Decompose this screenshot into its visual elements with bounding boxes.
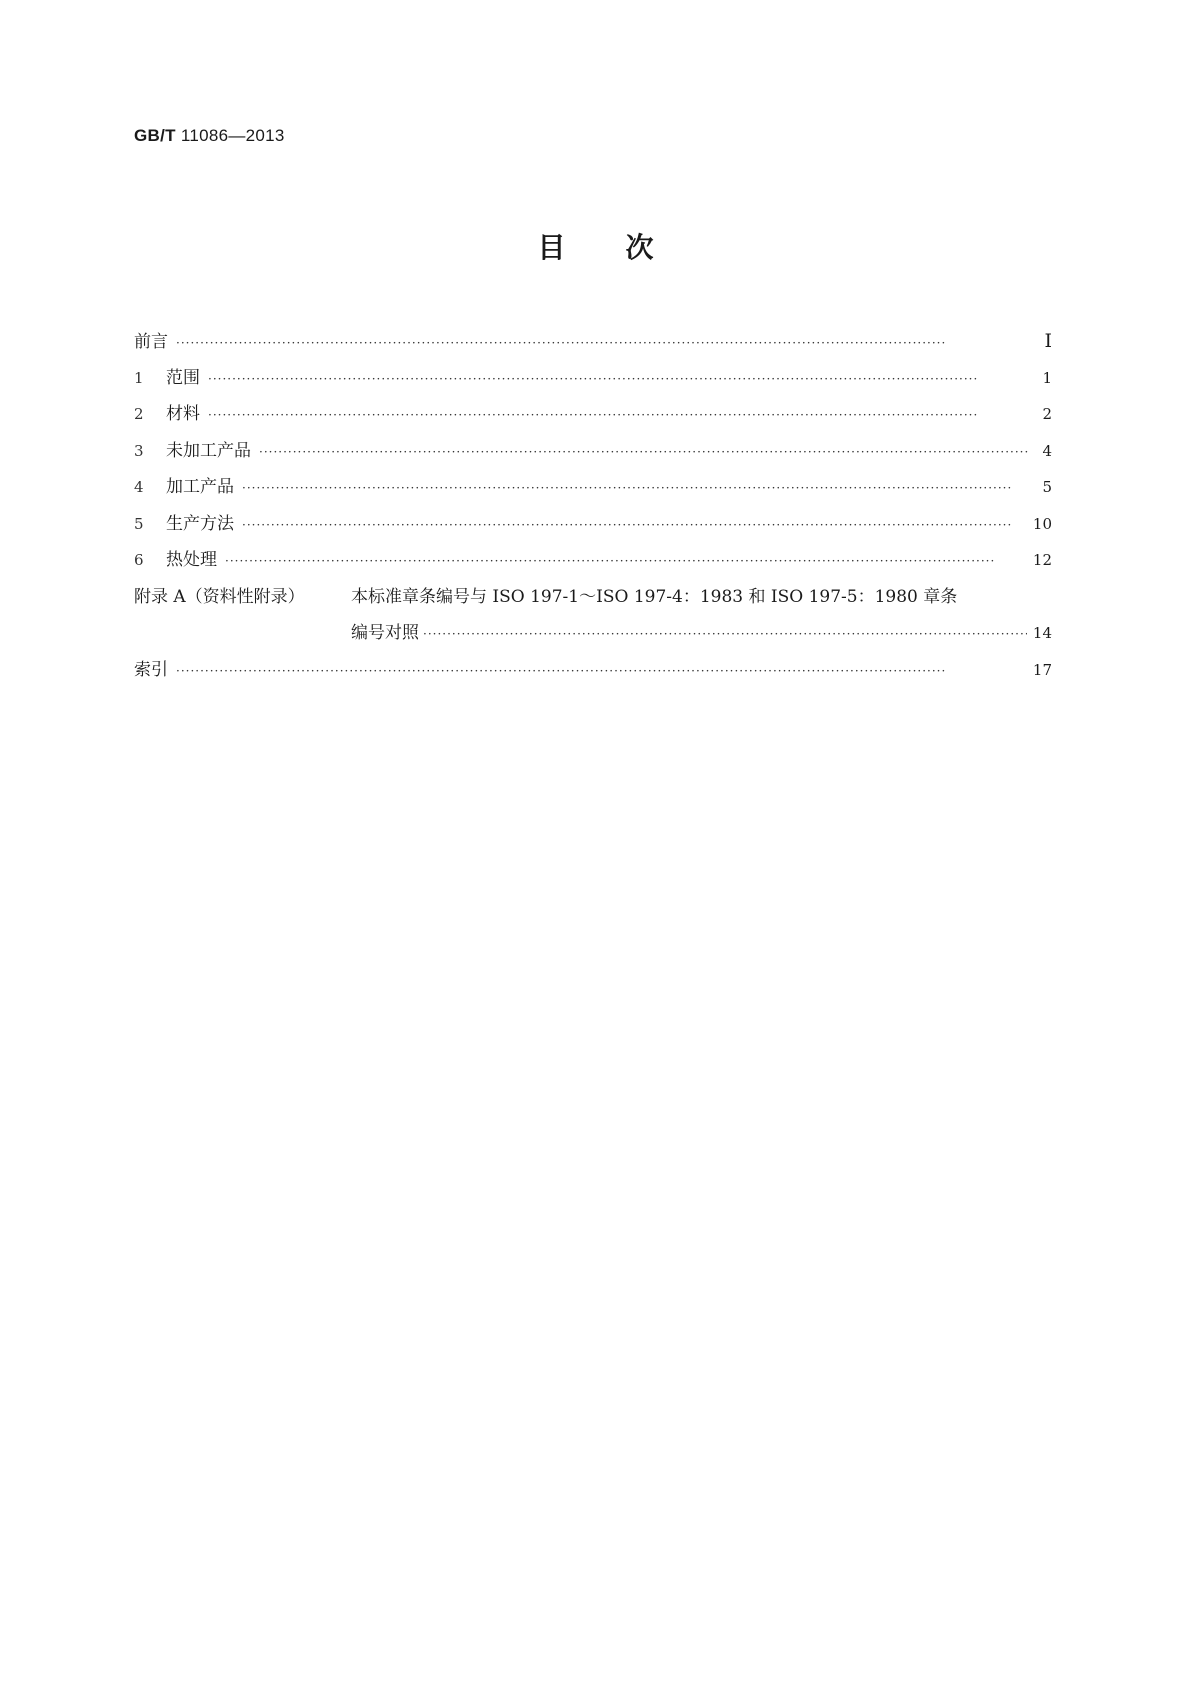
toc-entry-materials[interactable] xyxy=(134,396,1052,433)
toc-entry-production-methods[interactable] xyxy=(134,506,1052,543)
toc-entry-page: 1 xyxy=(1042,368,1052,387)
toc-entry-label: 未加工产品 xyxy=(166,440,251,461)
toc-entry-number: 6 xyxy=(134,551,144,569)
toc-entry-number: 5 xyxy=(134,514,144,533)
toc-entry-annex-a[interactable] xyxy=(134,579,1052,652)
toc-entry-page: Ⅰ xyxy=(1044,330,1052,352)
annex-label: 附录 A（资料性附录） xyxy=(134,586,305,607)
leader-dots xyxy=(176,325,1034,362)
toc-entry-index[interactable] xyxy=(134,652,1052,689)
toc-entry-label: 前言 xyxy=(134,332,168,352)
standard-code xyxy=(134,126,285,146)
leader-dots xyxy=(242,507,1027,544)
toc-entry-processed-products[interactable] xyxy=(134,469,1052,506)
toc-entry-page: 2 xyxy=(1042,405,1052,423)
annex-title-line2: 编号对照 xyxy=(351,623,419,643)
leader-dots xyxy=(176,653,1027,690)
toc-entry-unprocessed-products[interactable] xyxy=(134,433,1052,470)
toc-entry-foreword[interactable] xyxy=(134,323,1052,360)
leader-dots xyxy=(208,397,1034,434)
standard-prefix: GB/T xyxy=(134,126,176,145)
toc-entry-heat-treatment[interactable] xyxy=(134,542,1052,579)
standard-number: 11086—2013 xyxy=(180,126,285,145)
page-title: 目次 xyxy=(537,231,714,264)
toc-entry-page: 5 xyxy=(1042,478,1052,496)
toc-entry-label: 材料 xyxy=(166,404,200,424)
leader-dots xyxy=(242,470,1034,507)
annex-title-line1: 本标准章条编号与 ISO 197-1～ISO 197-4：1983 和 ISO 197-5：1980 章条 xyxy=(351,586,958,607)
toc-entry-label: 加工产品 xyxy=(166,477,234,497)
toc-entry-number: 2 xyxy=(134,405,144,423)
toc-entry-page: 12 xyxy=(1032,551,1052,569)
toc-entry-number: 4 xyxy=(134,478,144,496)
leader-dots xyxy=(259,434,1034,471)
toc-entry-page: 17 xyxy=(1032,660,1052,679)
toc-entry-page: 10 xyxy=(1032,514,1052,533)
toc-entry-label: 范围 xyxy=(166,367,200,388)
toc-entry-label: 索引 xyxy=(134,659,168,680)
toc-entry-label: 生产方法 xyxy=(166,513,234,534)
leader-dots xyxy=(423,616,1027,653)
toc-entry-number: 1 xyxy=(134,368,144,387)
toc-entry-scope[interactable] xyxy=(134,360,1052,397)
toc-entry-number: 3 xyxy=(134,441,144,460)
toc-entry-page: 14 xyxy=(1032,624,1052,642)
table-of-contents xyxy=(134,323,1052,688)
leader-dots xyxy=(225,543,1027,580)
toc-entry-page: 4 xyxy=(1042,441,1052,460)
toc-entry-label: 热处理 xyxy=(166,550,217,570)
leader-dots xyxy=(208,361,1034,398)
